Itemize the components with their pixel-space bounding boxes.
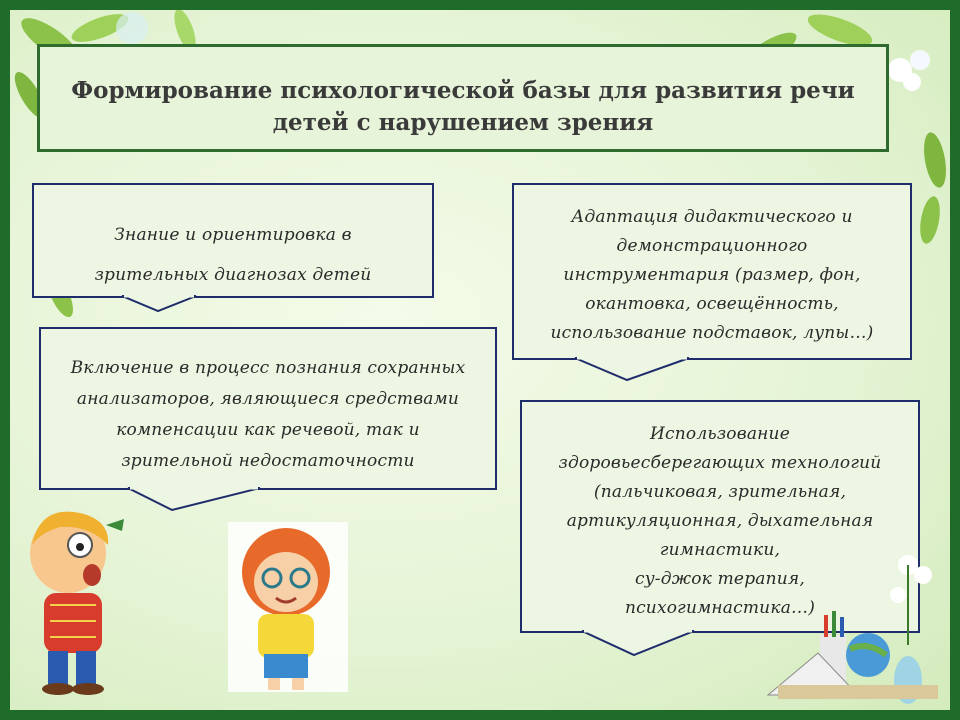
callout-analyzers [39,327,497,490]
callout-analyzers-text [41,353,495,477]
callout-line: анализаторов, являющиеся средствами [76,389,460,409]
callout-line: психогимнастика…) [624,598,816,618]
boy-with-glasses-illustration [20,505,135,695]
callout-line: компенсации как речевой, так и [116,420,420,440]
callout-line: инструментария (размер, фон, [563,265,861,285]
callout-diagnoses [32,183,434,298]
callout-diagnoses-pointer [122,294,202,314]
callout-adaptation-text [514,203,910,348]
slide [10,10,950,710]
girl-with-glasses-illustration [228,522,348,692]
title-line-2: детей с нарушением зрения [272,109,654,136]
callout-line: использование подставок, лупы…) [550,323,874,343]
callout-line: гимнастики, [659,540,781,560]
school-supplies-and-flowers-illustration [758,545,948,705]
callout-line: артикуляционная, дыхательная [566,511,874,531]
callout-line: (пальчиковая, зрительная, [593,482,847,502]
page-title [40,75,886,139]
callout-line: здоровьесберегающих технологий [558,453,882,473]
callout-technologies-pointer [582,629,702,659]
callout-line: окантовка, освещённость, [585,294,839,314]
callout-line: су-джок терапия, [635,569,805,589]
callout-line: Знание и ориентировка в [114,225,352,245]
callout-analyzers-pointer [128,486,264,514]
callout-adaptation-pointer [575,356,695,384]
callout-adaptation [512,183,912,360]
callout-line: зрительной недостаточности [121,451,415,471]
callout-diagnoses-text [34,215,432,295]
callout-line: зрительных диагнозах детей [94,265,372,285]
callout-line: Включение в процесс познания сохранных [70,358,466,378]
title-box [37,44,889,152]
callout-line: Адаптация дидактического и [571,207,853,227]
callout-line: Использование [650,424,790,444]
callout-line: демонстрационного [616,236,808,256]
title-line-1: Формирование психологической базы для развития речи [71,77,855,104]
